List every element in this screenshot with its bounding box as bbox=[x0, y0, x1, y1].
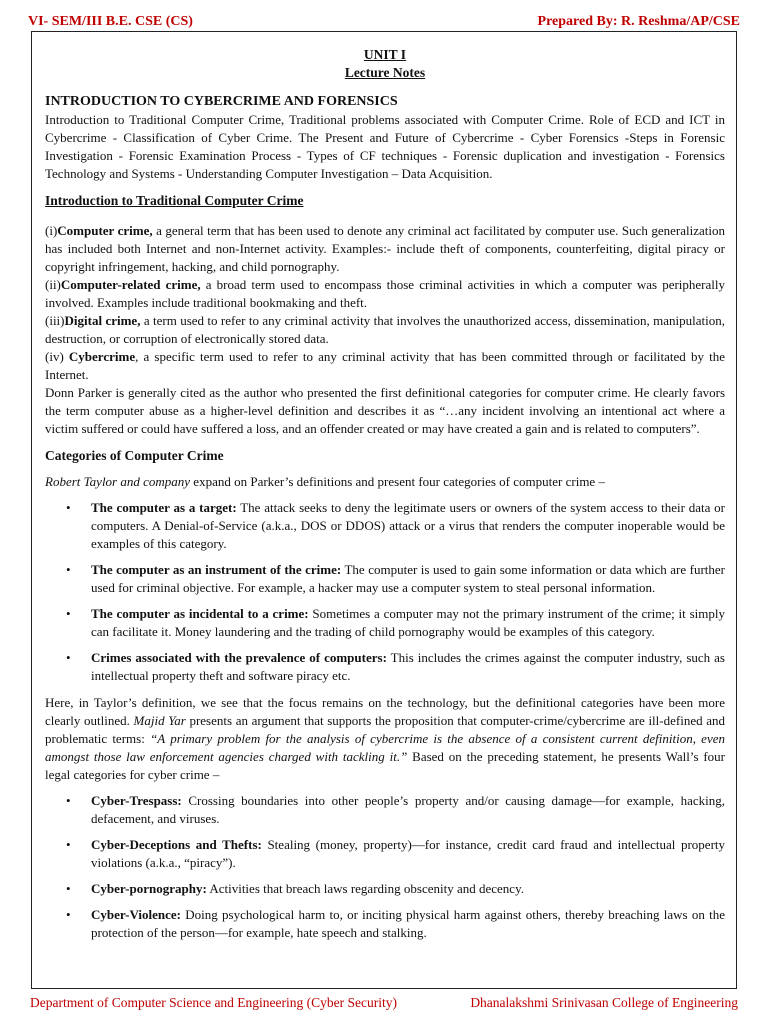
bullet-icon: • bbox=[66, 562, 71, 577]
definition-prefix: (iii) bbox=[45, 313, 65, 328]
definition-prefix: (iv) bbox=[45, 349, 69, 364]
list-item bbox=[45, 649, 725, 685]
definition-computer-crime bbox=[45, 222, 725, 276]
footer-college: Dhanalakshmi Srinivasan College of Engineering bbox=[470, 995, 738, 1010]
taylor-name: Robert Taylor and company bbox=[45, 474, 191, 489]
list-item-text: The attack seeks to deny the legitimate users or owners of the system access to their data or computers. A Denial-of-Service (a.k.a., DOS or DDOS) attack or a virus that renders the computer inoperable would be examples of this category. bbox=[91, 500, 725, 551]
section-heading-intro: INTRODUCTION TO CYBERCRIME AND FORENSICS bbox=[45, 94, 398, 109]
definition-text: , a specific term used to refer to any criminal activity that has been committed through or facilitated by the Internet. bbox=[45, 349, 725, 382]
definition-text: a broad term used to encompass those criminal activities in which a computer was peripherally involved. Examples include traditional bookmaking and theft. bbox=[45, 277, 726, 310]
parker-paragraph: Donn Parker is generally cited as the author who presented the first definitional categories for computer crime. He clearly favors the term computer abuse as a higher-level definition and describes it as “…any incident involving an intentional act where a victim suffered or could have suffered a loss, and an offender created or may have created a gain and is related to computers”. bbox=[45, 385, 725, 436]
list-item bbox=[45, 561, 725, 597]
document-body bbox=[45, 45, 725, 942]
definition-cybercrime bbox=[45, 348, 725, 384]
unit-title: UNIT I bbox=[363, 47, 407, 62]
section-heading-traditional: Introduction to Traditional Computer Crime bbox=[45, 193, 304, 208]
list-item-text: This includes the crimes against the computer industry, such as intellectual property theft and software piracy etc. bbox=[91, 650, 725, 683]
list-item-text: Sometimes a computer may not the primary instrument of the crime; it simply can facilitate it. Money laundering and the trading of child pornography would be examples of this category. bbox=[91, 606, 725, 639]
yar-name: Majid Yar bbox=[133, 713, 186, 728]
list-item bbox=[45, 836, 725, 872]
taylor-categories-list bbox=[45, 499, 725, 685]
header-author: Prepared By: R. Reshma/AP/CSE bbox=[537, 14, 740, 29]
definition-term: Digital crime, bbox=[64, 313, 141, 328]
definition-text: a general term that has been used to denote any criminal act facilitated by computer use. Such generalization has included both Internet and non-Internet activity. Examples:- include theft of components, counterfeiting, digital piracy or copyright infringement, hacking, and child pornography. bbox=[45, 223, 726, 274]
list-item bbox=[45, 499, 725, 553]
bullet-icon: • bbox=[66, 793, 71, 808]
list-item bbox=[45, 906, 725, 942]
yar-text-2: presents an argument that supports the proposition that computer-crime/cybercrime are ill-defined and problematic terms: bbox=[45, 713, 726, 746]
list-item bbox=[45, 605, 725, 641]
bullet-icon: • bbox=[66, 500, 71, 515]
list-item-term: The computer as incidental to a crime: bbox=[91, 606, 309, 621]
list-item-term: Cyber-pornography: bbox=[91, 881, 207, 896]
bullet-icon: • bbox=[66, 907, 71, 922]
bullet-icon: • bbox=[66, 881, 71, 896]
bullet-icon: • bbox=[66, 606, 71, 621]
definition-term: Cybercrime bbox=[68, 349, 136, 364]
list-item bbox=[45, 792, 725, 828]
bullet-icon: • bbox=[66, 650, 71, 665]
list-item-term: Cyber-Trespass: bbox=[91, 793, 182, 808]
list-item-term: Cyber-Deceptions and Thefts: bbox=[91, 837, 262, 852]
yar-text-3: Based on the preceding statement, he presents Wall’s four legal categories for cyber crime – bbox=[45, 749, 726, 782]
taylor-text: expand on Parker’s definitions and present four categories of computer crime – bbox=[190, 474, 605, 489]
list-item-text: Crossing boundaries into other people’s property and/or causing damage—for example, hacking, defacement, and viruses. bbox=[91, 793, 725, 826]
list-item-text: The computer is used to gain some information or data which are further used for criminal objective. For example, a hacker may use a computer system to steal personal information. bbox=[91, 562, 726, 595]
definition-digital-crime bbox=[45, 312, 725, 348]
header-course: VI- SEM/III B.E. CSE (CS) bbox=[28, 14, 193, 29]
syllabus-paragraph: Introduction to Traditional Computer Crime, Traditional problems associated with Computer Crime. Role of ECD and ICT in Cybercrime - Classification of Cyber Crime. The Present and Future of Cybercrime - Cyber Forensics -Steps in Forensic Investigation - Forensic Examination Process - Types of CF techniques - Forensic duplication and investigation - Forensics Technology and Systems - Understanding Computer Investigation – Data Acquisition. bbox=[45, 112, 725, 181]
list-item-text: Stealing (money, property)—for instance, credit card fraud and intellectual property violations (a.k.a., “piracy”). bbox=[91, 837, 726, 870]
bullet-icon: • bbox=[66, 837, 71, 852]
definition-prefix: (ii) bbox=[45, 277, 61, 292]
list-item bbox=[45, 880, 725, 898]
definitions-block bbox=[45, 222, 725, 438]
yar-quote: “A primary problem for the analysis of cybercrime is the absence of a consistent current definition, even amongst those law enforcement agencies charged with tackling it.” bbox=[45, 731, 725, 764]
footer-department: Department of Computer Science and Engineering (Cyber Security) bbox=[30, 995, 398, 1010]
list-item-term: The computer as a target: bbox=[91, 500, 237, 515]
definition-term: Computer crime, bbox=[57, 223, 153, 238]
yar-paragraph bbox=[45, 694, 725, 784]
yar-text-1: Here, in Taylor’s definition, we see that the focus remains on the technology, but the definitional categories have been more clearly outlined. bbox=[45, 695, 725, 728]
definition-computer-related-crime bbox=[45, 276, 725, 312]
list-item-term: Cyber-Violence: bbox=[91, 907, 182, 922]
section-heading-categories: Categories of Computer Crime bbox=[45, 448, 224, 463]
wall-categories-list bbox=[45, 792, 725, 942]
definition-term: Computer-related crime, bbox=[60, 277, 201, 292]
definition-text: a term used to refer to any criminal activity that involves the unauthorized access, dissemination, manipulation, destruction, or corruption of electronically stored data. bbox=[45, 313, 725, 346]
list-item-text: Activities that breach laws regarding obscenity and decency. bbox=[206, 881, 524, 896]
lecture-notes-title: Lecture Notes bbox=[344, 65, 426, 80]
taylor-paragraph bbox=[45, 473, 725, 491]
definition-prefix: (i) bbox=[45, 223, 58, 238]
list-item-term: The computer as an instrument of the crime: bbox=[91, 562, 342, 577]
list-item-text: Doing psychological harm to, or inciting physical harm against others, thereby breaching laws on the protection of the person—for example, hate speech and stalking. bbox=[91, 907, 725, 940]
list-item-term: Crimes associated with the prevalence of computers: bbox=[91, 650, 387, 665]
